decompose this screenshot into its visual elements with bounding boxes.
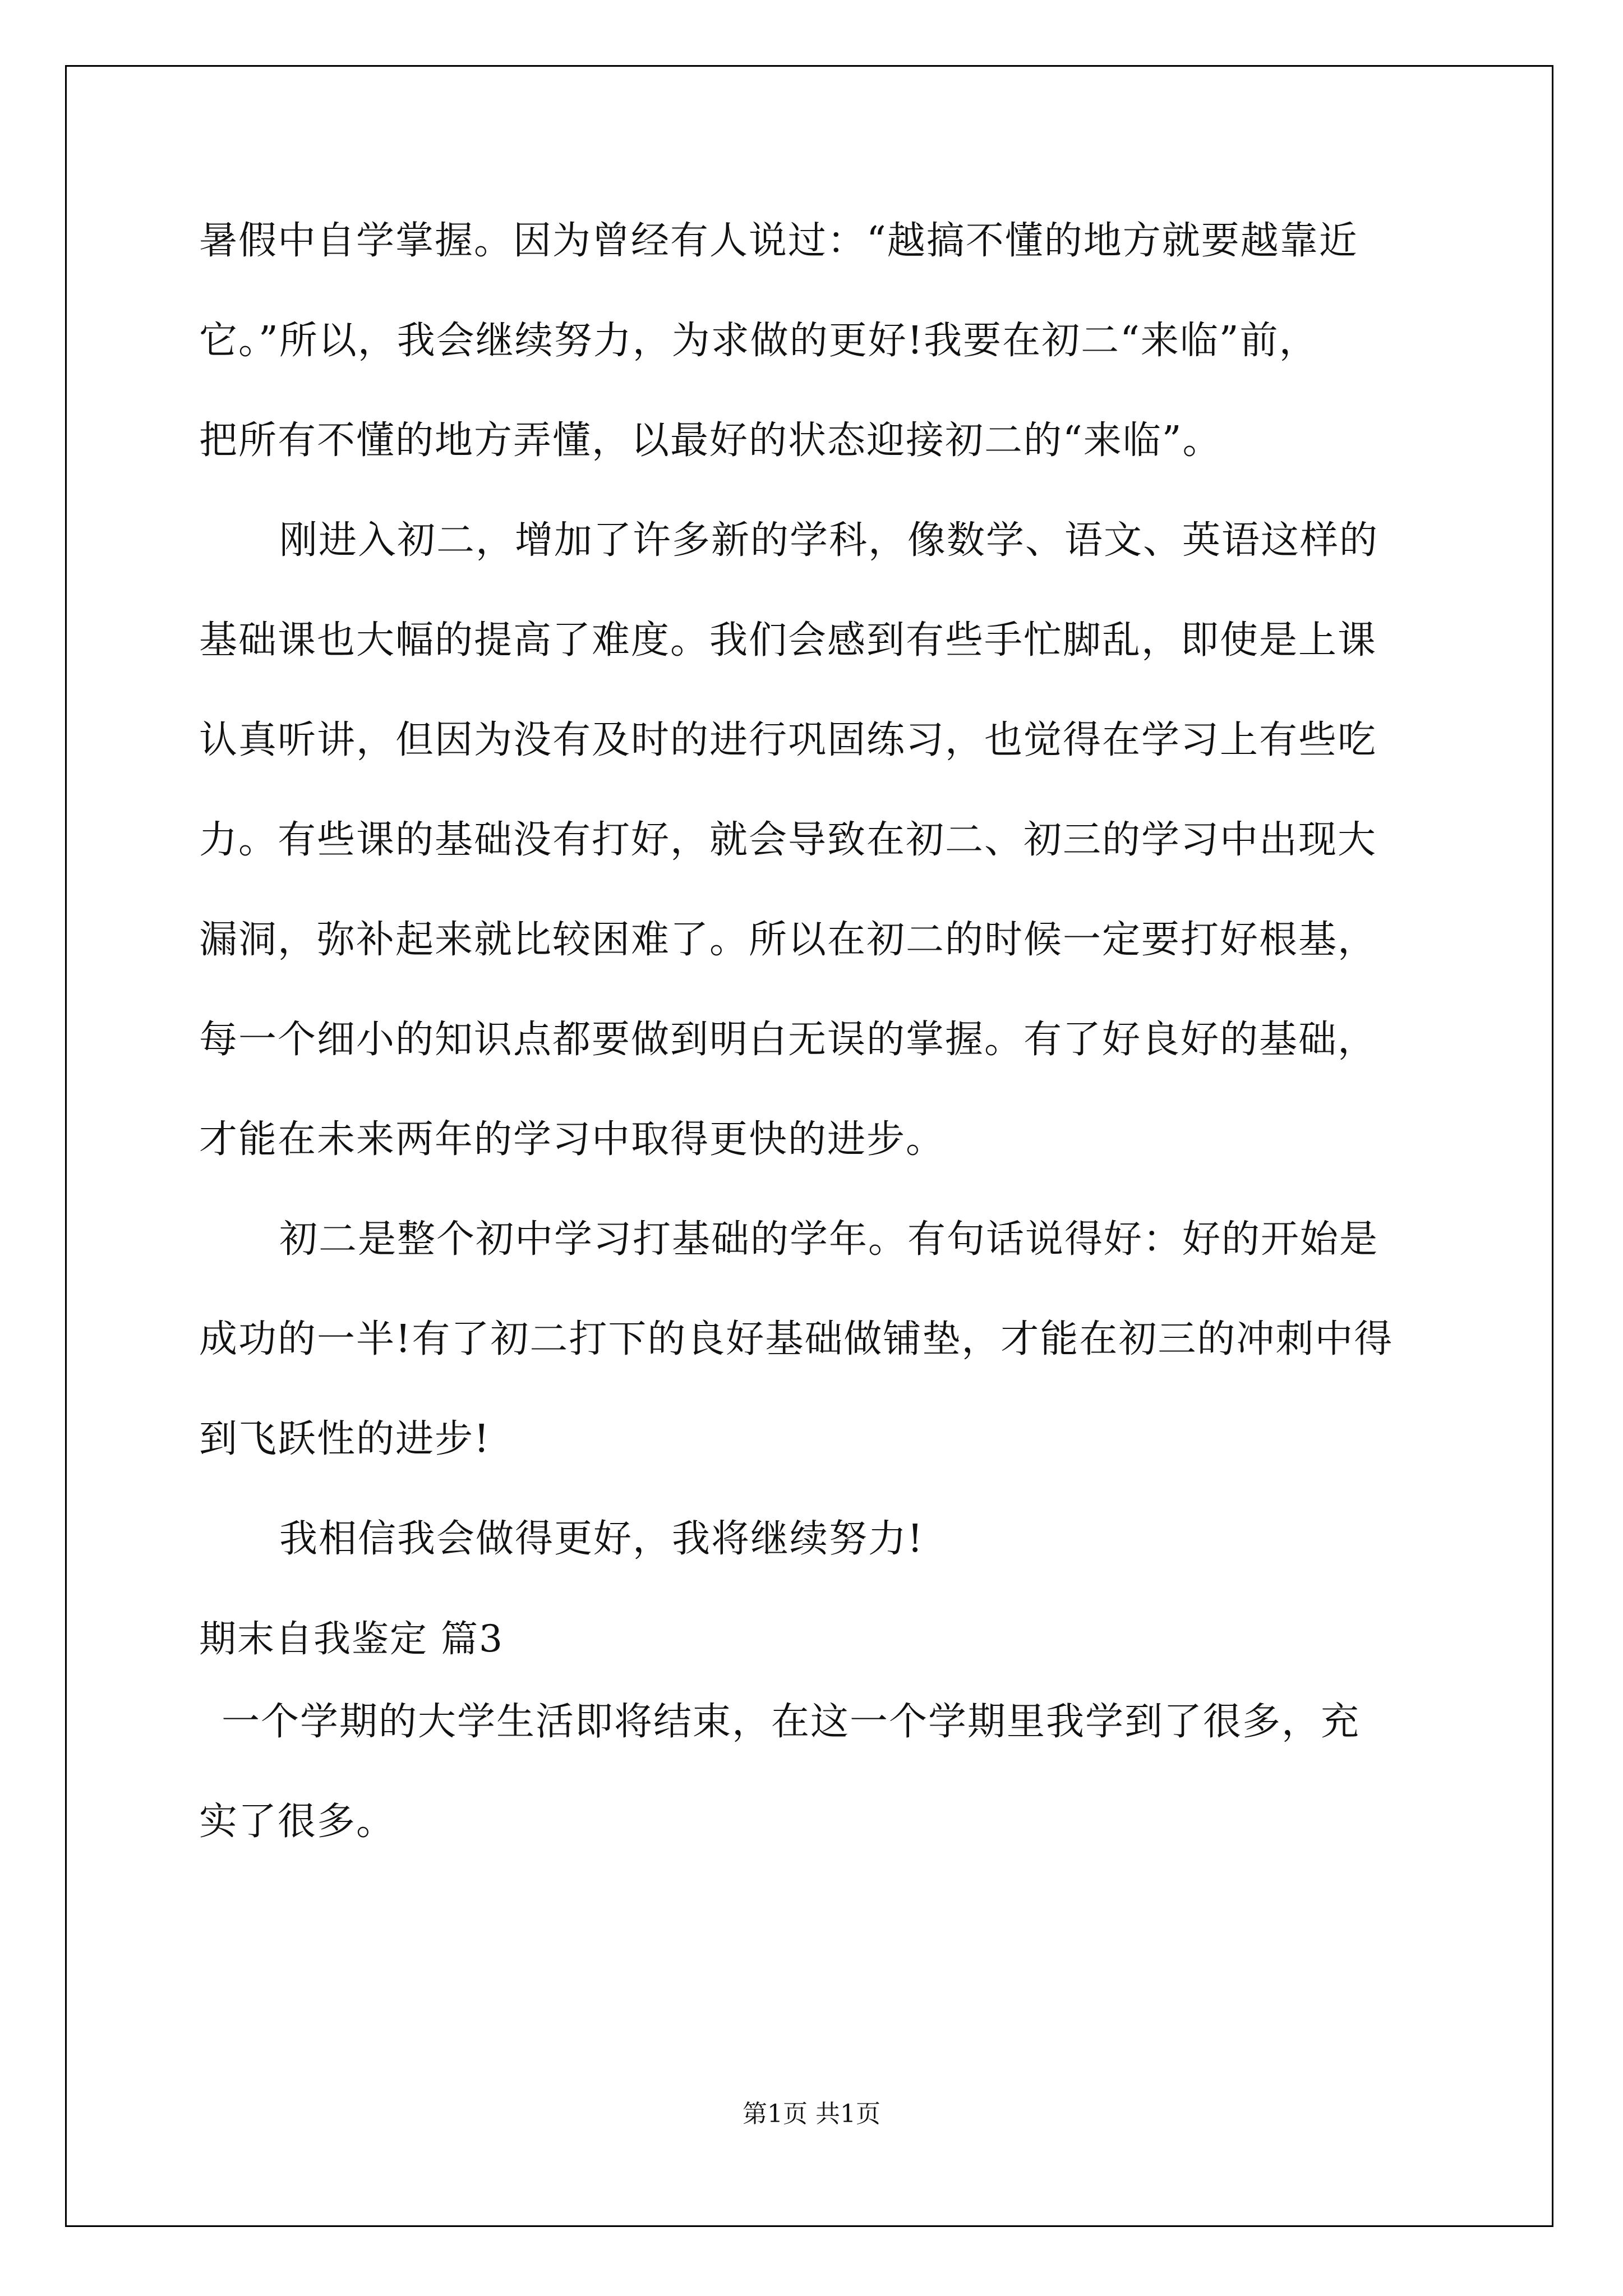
- text-line: 才能在未来两年的学习中取得更快的进步。: [199, 1117, 946, 1162]
- document-body: [199, 208, 1433, 1888]
- paragraph-start-line: 一个学期的大学生活即将结束，在这一个学期里我学到了很多，充: [222, 1700, 1361, 1744]
- text-line: 把所有不懂的地方弄懂，以最好的状态迎接初二的“来临”。: [199, 418, 1222, 463]
- paragraph-start-line: 刚进入初二，增加了许多新的学科，像数学、语文、英语这样的: [279, 518, 1379, 563]
- paragraph-start-line: 我相信我会做得更好，我将继续努力!: [279, 1517, 924, 1561]
- text-line: 认真听讲，但因为没有及时的进行巩固练习，也觉得在学习上有些吃: [199, 718, 1377, 762]
- text-line: 基础课也大幅的提高了难度。我们会感到有些手忙脚乱，即使是上课: [199, 618, 1377, 662]
- text-line: 到飞跃性的进步!: [199, 1417, 491, 1461]
- page-number: 第1页 共1页: [743, 2100, 880, 2128]
- section-heading: 期末自我鉴定 篇3: [199, 1617, 504, 1660]
- text-line: 成功的一半!有了初二打下的良好基础做铺垫，才能在初三的冲刺中得: [199, 1317, 1394, 1361]
- text-line: 力。有些课的基础没有打好，就会导致在初二、初三的学习中出现大: [199, 818, 1377, 862]
- text-line: 漏洞，弥补起来就比较困难了。所以在初二的时候一定要打好根基，: [199, 918, 1377, 962]
- text-line: 暑假中自学掌握。因为曾经有人说过：“越搞不懂的地方就要越靠近: [199, 219, 1358, 263]
- text-line: 实了很多。: [199, 1800, 396, 1844]
- text-line: 它。”所以，我会继续努力，为求做的更好!我要在初二“来临”前，: [199, 319, 1318, 363]
- paragraph-start-line: 初二是整个初中学习打基础的学年。有句话说得好：好的开始是: [279, 1217, 1379, 1262]
- text-line: 每一个细小的知识点都要做到明白无误的掌握。有了好良好的基础，: [199, 1018, 1377, 1062]
